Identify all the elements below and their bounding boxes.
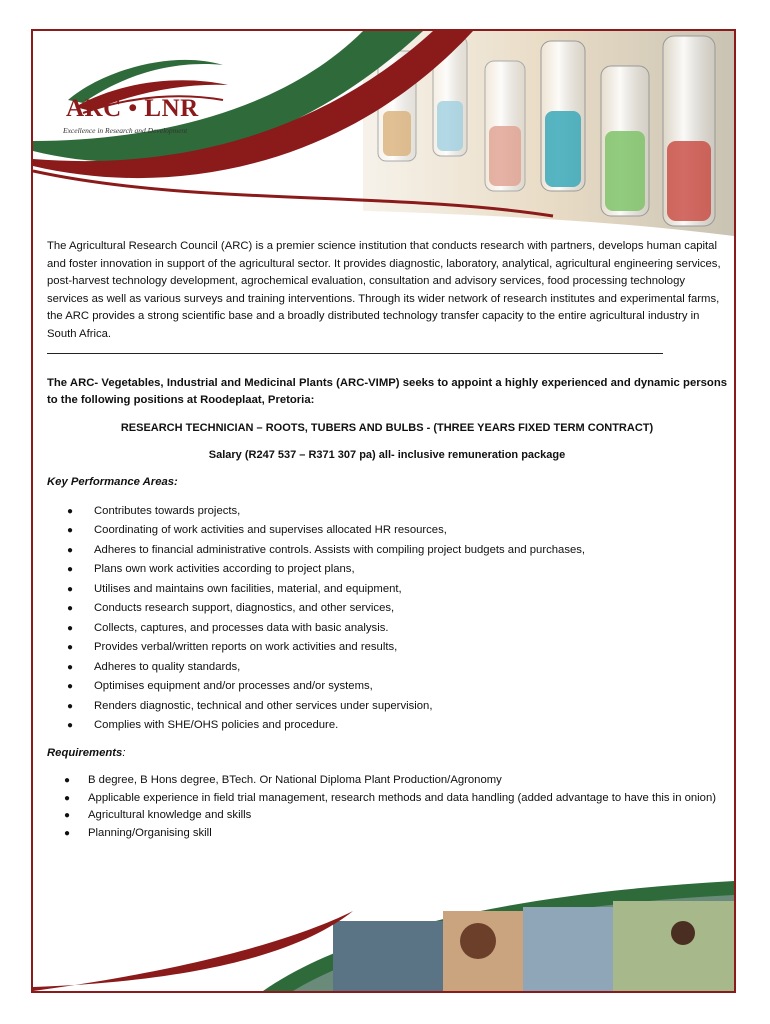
advert-body [47,238,727,842]
bullet-icon: ● [67,564,74,576]
bullet-icon: ● [67,583,74,595]
salary-line: Salary (R247 537 – R371 307 pa) all- inclusive remuneration package [208,449,566,462]
bullet-icon: ● [67,505,74,517]
bullet-icon: ● [67,720,74,732]
bullet-icon: ● [64,775,71,787]
bullet-icon: ● [64,827,71,839]
bullet-icon: ● [64,810,71,822]
list-item: ● Complies with SHE/OHS policies and procedure. [47,716,727,736]
bullet-icon: ● [67,622,74,634]
divider-line [47,353,663,354]
bullet-icon: ● [67,700,74,712]
list-item: ● Agricultural knowledge and skills [47,807,727,825]
bullet-icon: ● [67,681,74,693]
list-item: ● Contributes towards projects, [47,502,727,522]
list-item: ● Conducts research support, diagnostics, and other services, [47,599,727,619]
arc-logo-text: ARC • LNR [66,95,199,122]
list-item: ● Planning/Organising skill [47,825,727,843]
list-item: ● Renders diagnostic, technical and other services under supervision, [47,697,727,717]
requirements-list [47,772,727,842]
list-item: ● Applicable experience in field trial management, research methods and data handling (added advantage to have this in onion) [47,790,727,808]
list-item: ● Optimises equipment and/or processes and/or systems, [47,677,727,697]
bullet-icon: ● [67,661,74,673]
footer-research-photos-banner [33,881,734,991]
document-page [31,29,736,993]
arc-logo-tagline: Excellence in Research and Development [63,126,188,135]
kpa-list [47,502,727,736]
position-title: RESEARCH TECHNICIAN – ROOTS, TUBERS AND BULBS - (THREE YEARS FIXED TERM CONTRACT) [120,421,654,434]
list-item: ● Collects, captures, and processes data with basic analysis. [47,619,727,639]
bullet-icon: ● [67,642,74,654]
bullet-icon: ● [67,603,74,615]
list-item: ● Plans own work activities according to project plans, [47,560,727,580]
bullet-icon: ● [67,544,74,556]
list-item: ● Provides verbal/written reports on work activities and results, [47,638,727,658]
list-item: ● B degree, B Hons degree, BTech. Or National Diploma Plant Production/Agronomy [47,772,727,790]
list-item: ● Coordinating of work activities and supervises allocated HR resources, [47,521,727,541]
intro-paragraph: The Agricultural Research Council (ARC) is a premier science institution that conducts research with partners, develops human capital and foster innovation in support of the agricultural sector. It provides diagnostic, laboratory, analytical, agricultural engineering services, post-harvest technology development, agrochemical evaluation, consultation and advisory services, food processing technology services as well as various surveys and training interventions. Through its wider network of research institutes and experimental farms, the ARC provides a strong scientific base and a broadly distributed technology transfer capacity to the entire agricultural industry in South Africa. [47,240,721,340]
list-item: ● Utilises and maintains own facilities, material, and equipment, [47,580,727,600]
requirements-heading: Requirements: [47,746,126,759]
lead-paragraph: The ARC- Vegetables, Industrial and Medicinal Plants (ARC-VIMP) seeks to appoint a highly experienced and dynamic persons to the following positions at Roodeplaat, Pretoria: [47,376,727,407]
list-item: ● Adheres to financial administrative controls. Assists with compiling project budgets and purchases, [47,541,727,561]
bullet-icon: ● [64,792,71,804]
list-item: ● Adheres to quality standards, [47,658,727,678]
kpa-heading: Key Performance Areas: [47,475,178,488]
bullet-icon: ● [67,525,74,537]
